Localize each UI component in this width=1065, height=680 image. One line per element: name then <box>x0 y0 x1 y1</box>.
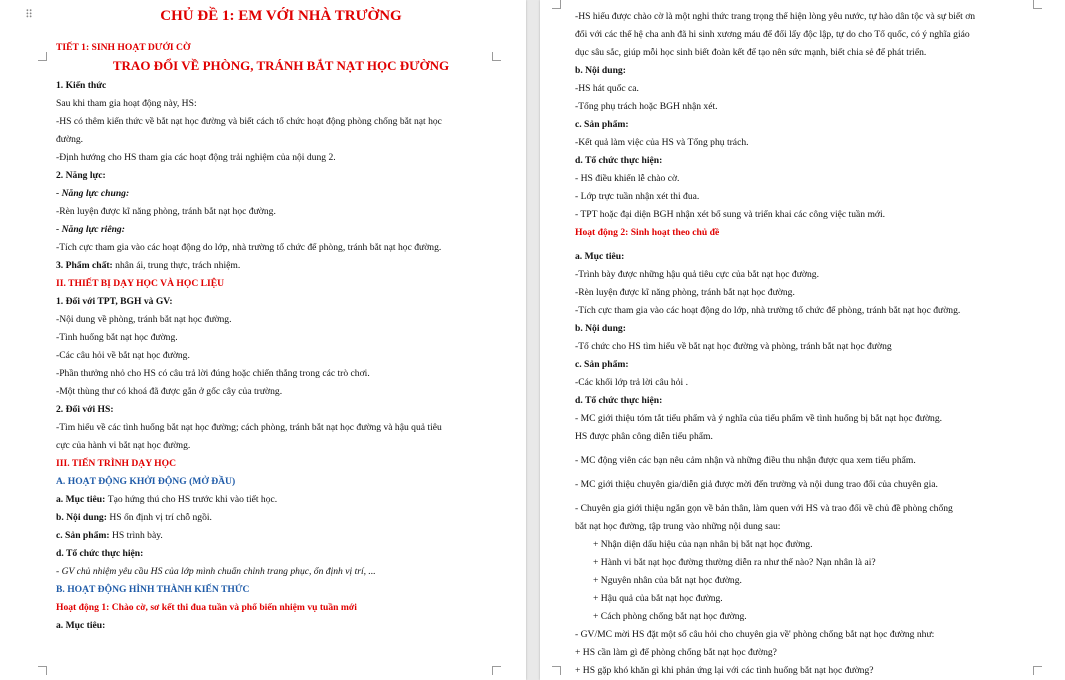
text-line <box>56 203 506 221</box>
text-line-main: d. Tổ chức thực hiện: <box>56 548 144 559</box>
text-line <box>56 167 506 185</box>
text-line-main: c. Sản phẩm: <box>575 359 629 370</box>
text-line-main: - Năng lực riêng: <box>56 224 125 235</box>
text-line-main: - MC động viên các bạn nêu cảm nhận và những điều thu nhận được qua xem tiểu phẩm. <box>575 455 916 466</box>
text-line <box>575 410 1055 428</box>
text-line <box>56 329 506 347</box>
text-line <box>56 365 506 383</box>
text-line <box>56 617 506 635</box>
text-line <box>56 509 506 527</box>
text-line <box>575 320 1055 338</box>
text-line <box>56 149 506 167</box>
text-line-main: -Rèn luyện được kĩ năng phòng, tránh bắt nạt học đường. <box>575 287 795 298</box>
text-line <box>575 476 1055 494</box>
text-line <box>575 536 1055 554</box>
text-line <box>56 545 506 563</box>
lesson-title: TRAO ĐỔI VỀ PHÒNG, TRÁNH BẮT NẠT HỌC ĐƯỜNG <box>112 58 450 73</box>
text-line-main: Sau khi tham gia hoạt động này, HS: <box>56 98 197 109</box>
text-line-main: -Tổng phụ trách hoặc BGH nhận xét. <box>575 101 718 112</box>
text-line <box>56 293 506 311</box>
left-text-lines <box>56 77 506 635</box>
text-line-main: - Lớp trực tuần nhận xét thi đua. <box>575 191 700 202</box>
text-line-tail: Tạo hứng thú cho HS trước khi vào tiết học. <box>107 494 278 505</box>
text-line-main: dục sâu sắc, giúp mỗi học sinh biết đoàn kết để tạo nên sức mạnh, biết chia sẻ để phát triển. <box>575 47 927 58</box>
text-line <box>56 455 506 473</box>
text-line-main: - Năng lực chung: <box>56 188 130 199</box>
text-line-main: a. Mục tiêu: <box>56 494 108 505</box>
text-line <box>575 428 1055 446</box>
text-line-main: + Cách phòng chống bắt nạt học đường. <box>593 611 747 622</box>
text-line <box>56 383 506 401</box>
text-line-main: -HS hiểu được chào cờ là một nghi thức trang trọng thể hiện lòng yêu nước, tự hào dân tộc và sự biết ơn <box>575 11 976 22</box>
text-line-main: bắt nạt học đường, tập trung vào những nội dung sau: <box>575 521 781 532</box>
text-line <box>575 152 1055 170</box>
text-line <box>575 374 1055 392</box>
text-line-main: cực của hành vi bắt nạt học đường. <box>56 440 191 451</box>
text-line-main: 2. Đối với HS: <box>56 404 114 415</box>
text-line <box>575 590 1055 608</box>
text-line <box>575 224 1055 242</box>
text-line-main: -Định hướng cho HS tham gia các hoạt động trải nghiệm của nội dung 2. <box>56 152 336 163</box>
text-line <box>56 311 506 329</box>
text-line-main: -Các khối lớp trả lời câu hỏi . <box>575 377 688 388</box>
text-line-main: -Tích cực tham gia vào các hoạt động do lớp, nhà trường tổ chức để phòng, tránh bắt nạt học đường. <box>575 305 961 316</box>
text-line <box>575 302 1055 320</box>
right-text-lines <box>575 8 1055 680</box>
text-line <box>575 188 1055 206</box>
text-line-main: -Tìm hiểu về các tình huống bắt nạt học đường; cách phòng, tránh bắt nạt học đường và hậu quả tiêu <box>56 422 442 433</box>
text-line-main: - MC giới thiệu tóm tắt tiểu phẩm và ý nghĩa của tiểu phẩm về tình huống bị bắt nạt học đường. <box>575 413 943 424</box>
text-line-main: HS được phân công diễn tiểu phẩm. <box>575 431 713 442</box>
text-line-main: - HS điều khiển lễ chào cờ. <box>575 173 680 184</box>
text-line <box>575 518 1055 536</box>
margin-corner-mark <box>552 666 561 675</box>
text-line <box>575 554 1055 572</box>
text-line-main: -Phần thưởng nhỏ cho HS có câu trả lời đúng hoặc chiến thắng trong các trò chơi. <box>56 368 370 379</box>
text-line-main: d. Tổ chức thực hiện: <box>575 155 663 166</box>
text-line-main: -Nội dung về phòng, tránh bắt nạt học đường. <box>56 314 232 325</box>
text-line-tail: nhân ái, trung thực, trách nhiệm. <box>115 260 241 271</box>
document-page-right <box>540 0 1065 680</box>
text-line <box>56 581 506 599</box>
text-line <box>56 527 506 545</box>
text-line <box>56 491 506 509</box>
text-line <box>575 170 1055 188</box>
text-line <box>575 572 1055 590</box>
text-line <box>575 248 1055 266</box>
margin-corner-mark <box>38 52 47 61</box>
text-line <box>56 185 506 203</box>
text-line <box>56 257 506 275</box>
text-line-main: b. Nội dung: <box>56 512 110 523</box>
text-line-main: -Một thùng thư có khoá đã được gắn ở gốc cây của trường. <box>56 386 283 397</box>
text-line <box>575 80 1055 98</box>
text-line-main: -Tình huống bắt nạt học đường. <box>56 332 178 343</box>
text-line <box>575 626 1055 644</box>
text-line <box>575 452 1055 470</box>
text-line-main: a. Mục tiêu: <box>56 620 106 631</box>
text-line-main: Hoạt động 2: Sinh hoạt theo chủ đề <box>575 227 720 238</box>
text-line-main: đối với các thế hệ cha anh đã hi sinh xương máu để đổi lấy độc lập, tự do cho Tổ quốc, có ý nghĩa giáo <box>575 29 970 40</box>
text-line <box>575 662 1055 680</box>
text-line <box>575 62 1055 80</box>
text-line-main: + Nhận diện dấu hiệu của nạn nhân bị bắt nạt học đường. <box>593 539 813 550</box>
text-line-main: c. Sản phẩm: <box>56 530 112 541</box>
text-line <box>56 221 506 239</box>
text-line <box>575 500 1055 518</box>
text-line-main: B. HOẠT ĐỘNG HÌNH THÀNH KIẾN THỨC <box>56 584 250 595</box>
text-line-main: 1. Đối với TPT, BGH và GV: <box>56 296 173 307</box>
text-line <box>56 599 506 617</box>
text-line-main: A. HOẠT ĐỘNG KHỞI ĐỘNG (MỞ ĐẦU) <box>56 476 236 487</box>
text-line-main: + Nguyên nhân của bắt nạt học đường. <box>593 575 742 586</box>
text-line-main: -Các câu hỏi về bắt nạt học đường. <box>56 350 190 361</box>
text-line <box>575 44 1055 62</box>
left-page-body <box>56 0 506 635</box>
text-line-main: đường. <box>56 134 84 145</box>
text-line <box>56 401 506 419</box>
text-line <box>575 98 1055 116</box>
text-line-main: -Tích cực tham gia vào các hoạt động do lớp, nhà trường tổ chức để phòng, tránh bắt nạt học đường. <box>56 242 442 253</box>
text-line <box>575 266 1055 284</box>
text-line <box>56 131 506 149</box>
text-line-main: Hoạt động 1: Chào cờ, sơ kết thi đua tuần và phổ biến nhiệm vụ tuần mới <box>56 602 357 613</box>
text-line <box>56 347 506 365</box>
text-line-main: c. Sản phẩm: <box>575 119 629 130</box>
text-line-main: + HS gặp khó khăn gì khi phản ứng lại với các tình huống bắt nạt học đường? <box>575 665 874 676</box>
text-line-main: + Hành vi bắt nạt học đường thường diễn ra như thế nào? Nạn nhân là ai? <box>593 557 876 568</box>
text-line-main: 1. Kiến thức <box>56 80 107 91</box>
text-line-main: - MC giới thiệu chuyên gia/diễn giả được mời đến trường và nội dung trao đổi của chuyên gia. <box>575 479 938 490</box>
text-line <box>575 644 1055 662</box>
text-line-main: -Tổ chức cho HS tìm hiểu về bắt nạt học đường và phòng, tránh bắt nạt học đường <box>575 341 892 352</box>
text-line-main: 2. Năng lực: <box>56 170 106 181</box>
text-line-main: b. Nội dung: <box>575 65 626 76</box>
margin-corner-mark <box>492 666 501 675</box>
text-line-tail: HS trình bày. <box>111 530 163 541</box>
text-line <box>56 419 506 437</box>
text-line <box>56 95 506 113</box>
session-heading: TIẾT 1: SINH HOẠT DƯỚI CỜ <box>56 42 191 53</box>
text-line-main: -Kết quả làm việc của HS và Tổng phụ trách. <box>575 137 749 148</box>
text-line <box>575 116 1055 134</box>
text-line <box>56 275 506 293</box>
text-line <box>575 392 1055 410</box>
text-line <box>56 239 506 257</box>
text-line-main: d. Tổ chức thực hiện: <box>575 395 663 406</box>
text-line-main: - Chuyên gia giới thiệu ngắn gọn về bản thân, làm quen với HS và trao đổi về chủ đề phòng chống <box>575 503 953 514</box>
text-line <box>575 134 1055 152</box>
text-line-main: - TPT hoặc đại diện BGH nhận xét bổ sung và triển khai các công việc tuần mới. <box>575 209 886 220</box>
text-line <box>575 338 1055 356</box>
text-line-tail: HS ổn định vị trí chỗ ngồi. <box>109 512 212 523</box>
text-line <box>575 26 1055 44</box>
margin-corner-mark <box>38 666 47 675</box>
text-line-main: -HS có thêm kiến thức về bắt nạt học đường và biết cách tổ chức hoạt động phòng chống bắt nạt học <box>56 116 442 127</box>
document-title: CHỦ ĐỀ 1: EM VỚI NHÀ TRƯỜNG <box>160 8 402 24</box>
document-page-left <box>0 0 526 680</box>
margin-corner-mark <box>552 0 561 9</box>
text-line-main: 3. Phẩm chất: <box>56 260 116 271</box>
text-line <box>56 437 506 455</box>
text-line <box>575 8 1055 26</box>
text-line <box>56 473 506 491</box>
right-page-body <box>575 8 1055 680</box>
text-line-main: III. TIẾN TRÌNH DẠY HỌC <box>56 458 177 469</box>
text-line-main: II. THIẾT BỊ DẠY HỌC VÀ HỌC LIỆU <box>56 278 225 289</box>
text-line-main: + Hậu quả của bắt nạt học đường. <box>593 593 723 604</box>
text-line-main: -Rèn luyện được kĩ năng phòng, tránh bắt nạt học đường. <box>56 206 276 217</box>
text-line-main: b. Nội dung: <box>575 323 626 334</box>
text-line <box>575 284 1055 302</box>
text-line <box>56 563 506 581</box>
text-line <box>56 113 506 131</box>
text-line-main: -HS hát quốc ca. <box>575 83 639 94</box>
text-line-main: - GV chủ nhiệm yêu cầu HS của lớp mình chuẩn chỉnh trang phục, ổn định vị trí, ... <box>56 566 376 577</box>
text-line-main: a. Mục tiêu: <box>575 251 625 262</box>
text-line <box>575 608 1055 626</box>
text-line-main: -Trình bày được những hậu quả tiêu cực của bắt nạt học đường. <box>575 269 819 280</box>
move-handle-icon[interactable]: ⠿ <box>25 9 35 21</box>
text-line-main: + HS cần làm gì để phòng chống bắt nạt học đường? <box>575 647 777 658</box>
text-line-main: - GV/MC mời HS đặt một số câu hỏi cho chuyên gia về' phòng chống bắt nạt học đường như: <box>575 629 935 640</box>
text-line <box>56 77 506 95</box>
text-line <box>575 356 1055 374</box>
text-line <box>575 206 1055 224</box>
